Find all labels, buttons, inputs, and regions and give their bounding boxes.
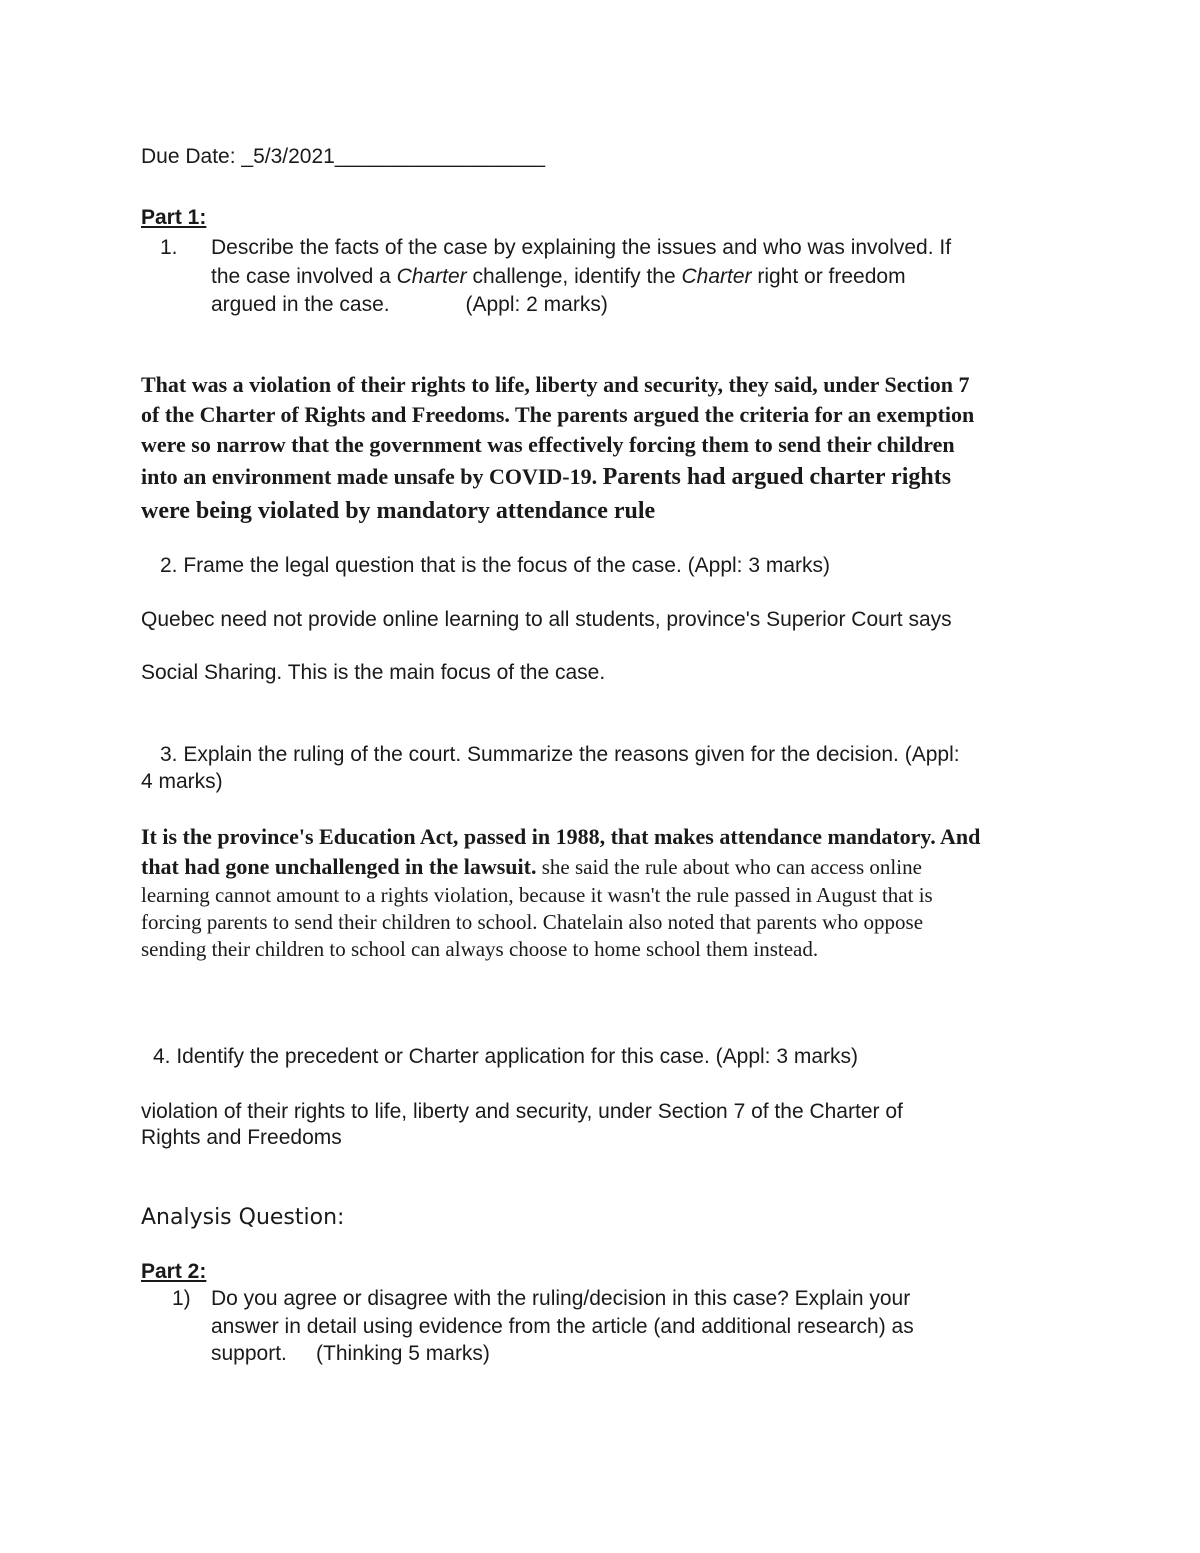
answer1-line3: were so narrow that the government was effectively forcing them to send their children xyxy=(141,432,955,457)
q1-line1: Describe the facts of the case by explaining the issues and who was involved. If xyxy=(211,236,952,259)
q1-number: 1. xyxy=(160,236,178,259)
answer3-line5: sending their children to school can always choose to home school them instead. xyxy=(141,937,819,961)
answer4-line1: violation of their rights to life, liberty and security, under Section 7 of the Charter of xyxy=(141,1100,903,1123)
answer1-line5: were being violated by mandatory attendance rule xyxy=(141,498,656,524)
due-date-value: _5/3/2021__________________ xyxy=(241,145,546,168)
q1-charter-1: Charter xyxy=(396,265,467,288)
p2-q1-line3: support. (Thinking 5 marks) xyxy=(211,1342,490,1365)
answer3-line2 xyxy=(141,852,980,882)
answer3 xyxy=(141,822,980,963)
q2-text: 2. Frame the legal question that is the focus of the case. (Appl: 3 marks) xyxy=(160,554,831,577)
q1-line2-e: right or freedom xyxy=(751,265,906,288)
answer1 xyxy=(141,370,974,528)
answer2-line2: Social Sharing. This is the main focus of the case. xyxy=(141,661,606,684)
q3-line1: 3. Explain the ruling of the court. Summarize the reasons given for the decision. (Appl: xyxy=(160,743,960,766)
analysis-heading: Analysis Question: xyxy=(141,1205,345,1230)
q1-line2-a: the case involved a xyxy=(211,265,397,288)
p2-q1-line1: Do you agree or disagree with the ruling/decision in this case? Explain your xyxy=(211,1287,911,1310)
answer3-line1: It is the province's Education Act, passed in 1988, that makes attendance mandatory. And xyxy=(141,824,981,849)
answer1-line4 xyxy=(141,460,974,494)
q4-text: 4. Identify the precedent or Charter application for this case. (Appl: 3 marks) xyxy=(153,1045,859,1068)
p2-q1-number: 1) xyxy=(172,1287,191,1310)
answer4-line2: Rights and Freedoms xyxy=(141,1126,342,1149)
answer1-line4-b: Parents had argued charter rights xyxy=(602,464,952,490)
q1-line2 xyxy=(211,262,906,291)
answer1-line2: of the Charter of Rights and Freedoms. The parents argued the criteria for an exemption xyxy=(141,402,975,427)
answer3-line4: forcing parents to send their children to school. Chatelain also noted that parents who oppose xyxy=(141,910,924,934)
q1-charter-2: Charter xyxy=(681,265,752,288)
q3-line2: 4 marks) xyxy=(141,770,223,793)
answer3-line2-rest: she said the rule about who can access online xyxy=(536,855,922,879)
answer3-line2-bold: that had gone unchallenged in the lawsuit. xyxy=(141,854,537,879)
answer2-line1: Quebec need not provide online learning to all students, province's Superior Court says xyxy=(141,608,952,631)
answer3-line3: learning cannot amount to a rights violation, because it wasn't the rule passed in August that is xyxy=(141,883,933,907)
part1-heading: Part 1: xyxy=(141,206,207,229)
p2-q1-line2: answer in detail using evidence from the article (and additional research) as xyxy=(211,1315,914,1338)
q1-line3: argued in the case. (Appl: 2 marks) xyxy=(211,293,608,316)
answer1-line1: That was a violation of their rights to life, liberty and security, they said, under Section 7 xyxy=(141,372,970,397)
answer1-line4-a: into an environment made unsafe by COVID-19. xyxy=(141,464,603,489)
due-date xyxy=(141,142,545,171)
part2-heading: Part 2: xyxy=(141,1260,207,1283)
q1-line2-c: challenge, identify the xyxy=(466,265,682,288)
due-date-label: Due Date: xyxy=(141,145,242,168)
